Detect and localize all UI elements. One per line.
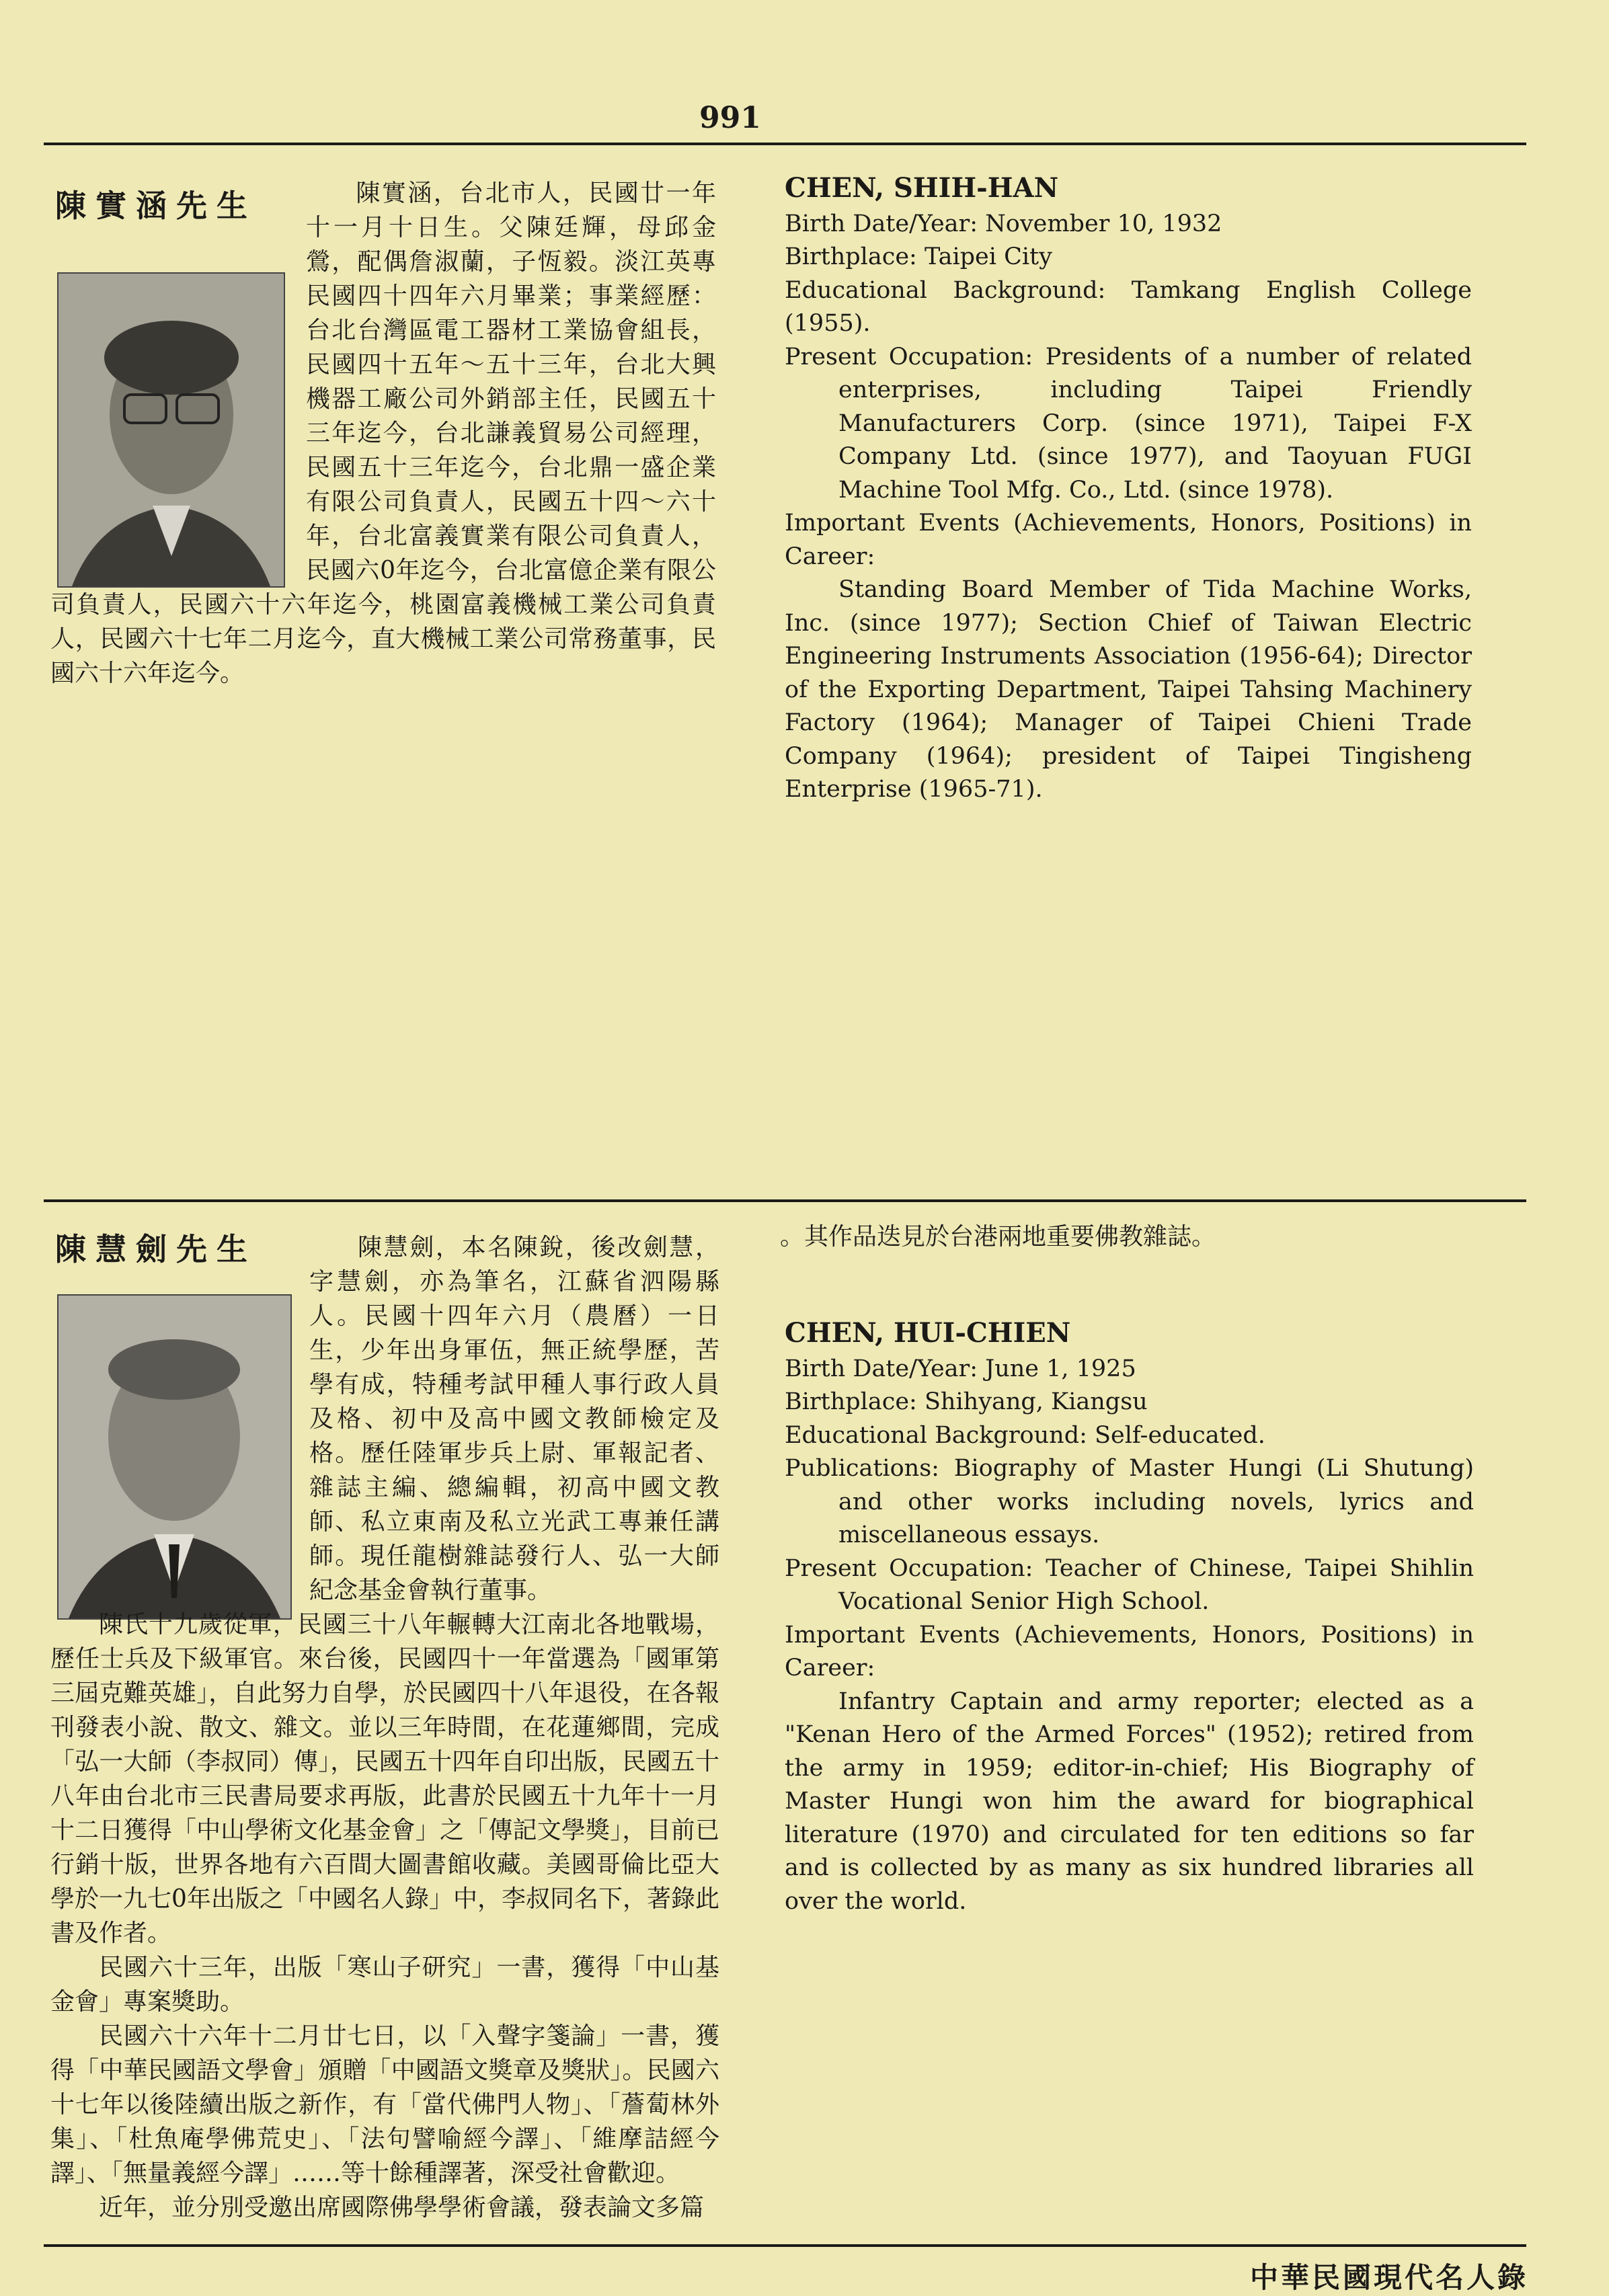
entry-2-publications: Publications: Biography of Master Hungi (Li Shutung) and other works including novels, lyrics and miscellaneous essays. (785, 1455, 1474, 1548)
entry-1-chinese-bio-paragraph: 陳實涵，台北市人，民國廿一年十一月十日生。父陳廷輝，母邱金鶯，配偶詹淑蘭，子恆毅。淡江英專民國四十四年六月畢業；事業經歷：台北台灣區電工器材工業協會組長，民國四十五年～五十三年，台北大興機器工廠公司外銷部主任，民國五十三年迄今，台北謙義貿易公司經理，民國五十三年迄今，台北鼎一盛企業有限公司負責人，民國五十四～六十年，台北富義實業有限公司負責人，民國六0年迄今，台北富億企業有限公司負責人，民國六十六年迄今，桃園富義機械工業公司負責人，民國六十七年二月迄今，直大機械工業公司常務董事，民國六十六年迄今。 (50, 180, 716, 687)
entry-2-english-block (785, 1316, 1474, 1918)
entry-1-education: Educational Background: Tamkang English College (1955). (785, 276, 1472, 337)
entry-1-chinese-bio-top (50, 176, 716, 690)
entry-2-chinese-continuation: 。其作品迭見於台港兩地重要佛教雜誌。 (780, 1223, 1216, 1251)
entry-1-chinese-name: 陳實涵先生 (55, 188, 257, 224)
entry-2-chinese-bio-paragraph-2: 陳氏十九歲從軍，民國三十八年輾轉大江南北各地戰場，歷任士兵及下級軍官。來台後，民國四十一年當選為「國軍第三屆克難英雄」，自此努力自學，於民國四十八年退役，在各報刊發表小說、散文、雜文。並以三年時間，在花蓮鄉間，完成「弘一大師（李叔同）傳」，民國五十四年自印出版，民國五十八年由台北市三民書局要求再版，此書於民國五十九年十一月十二日獲得「中山學術文化基金會」之「傳記文學獎」，目前已行銷十版，世界各地有六百間大圖書館收藏。美國哥倫比亞大學於一九七0年出版之「中國名人錄」中，李叔同名下，著錄此書及作者。 (50, 1611, 719, 1947)
entry-2-chinese-bio-paragraph-4: 民國六十六年十二月廿七日，以「入聲字箋論」一書，獲得「中華民國語文學會」頒贈「中國語文獎章及獎狀」。民國六十七年以後陸續出版之新作，有「當代佛門人物」、「薝蔔林外集」、「杜魚庵學佛荒史」、「法句譬喻經今譯」、「維摩詰經今譯」、「無量義經今譯」……等十餘種譯著，深受社會歡迎。 (50, 2022, 719, 2187)
entry-2-birthplace: Birthplace: Shihyang, Kiangsu (785, 1388, 1148, 1415)
entry-1-events-label: Important Events (Achievements, Honors, Positions) in Career: (785, 510, 1472, 570)
bottom-rule (44, 2244, 1526, 2247)
middle-rule (44, 1199, 1526, 1202)
entry-1-photo-wrap-spacer (50, 176, 306, 588)
entry-2-occupation: Present Occupation: Teacher of Chinese, Taipei Shihlin Vocational Senior High School. (785, 1554, 1474, 1615)
entry-2-chinese-bio-top (50, 1230, 719, 2225)
entry-2-chinese-bio-paragraph-1: 陳慧劍，本名陳銳，後改劍慧，字慧劍，亦為筆名，江蘇省泗陽縣人。民國十四年六月（農曆）一日生，少年出身軍伍，無正統學歷，苦學有成，特種考試甲種人事行政人員及格、初中及高中國文教師檢定及格。歷任陸軍步兵上尉、軍報記者、雜誌主編、總編輯，初高中國文教師、私立東南及私立光武工專兼任講師。現任龍樹雜誌發行人、弘一大師紀念基金會執行董事。 (309, 1234, 719, 1604)
entry-2-education: Educational Background: Self-educated. (785, 1421, 1265, 1449)
entry-2-chinese-bio-paragraph-3: 民國六十三年，出版「寒山子研究」一書，獲得「中山基金會」專案獎助。 (50, 1954, 719, 2016)
entry-1-english-name: CHEN, SHIH-HAN (785, 172, 1059, 204)
entry-2-photo-wrap-spacer (50, 1230, 309, 1577)
entry-1-occupation: Present Occupation: Presidents of a number of related enterprises, including Taipei Friendly Manufacturers Corp. (since 1971), Taipei F-X Company Ltd. (since 1977), and Taoyuan FUGI Machine Tool Mfg. Co., Ltd. (since 1978). (785, 343, 1472, 504)
page-number: 991 (699, 101, 761, 135)
entry-1-birth-date: Birth Date/Year: November 10, 1932 (785, 210, 1222, 237)
entry-2-chinese-name: 陳慧劍先生 (55, 1231, 257, 1267)
entry-2-english-name: CHEN, HUI-CHIEN (785, 1317, 1071, 1349)
entry-2-events-text: Infantry Captain and army reporter; elected as a "Kenan Hero of the Armed Forces" (1952); retired from the army in 1959; editor-in-chief; His Biography of Master Hungi won him the award for biographical literature (1970) and circulated for ten editions so far and is collected by as many as six hundred libraries all over the world. (785, 1688, 1474, 1915)
entry-2-birth-date: Birth Date/Year: June 1, 1925 (785, 1355, 1136, 1382)
entry-1-birthplace: Birthplace: Taipei City (785, 243, 1052, 270)
entry-1-english-block (785, 171, 1472, 807)
book-title-footer: 中華民國現代名人錄 (1249, 2261, 1528, 2294)
top-rule (44, 143, 1526, 145)
entry-1-events-text: Standing Board Member of Tida Machine Works, Inc. (since 1977); Section Chief of Taiwan Electric Engineering Instruments Association (1956-64); Director of the Exporting Department, Taipei Tahsing Machinery Factory (1964); Manager of Taipei Chieni Trade Company (1964); president of Taipei Tingisheng Enterprise (1965-71). (785, 576, 1472, 803)
entry-2-chinese-bio-paragraph-5: 近年，並分別受邀出席國際佛學學術會議，發表論文多篇 (99, 2194, 705, 2221)
entry-2-events-label: Important Events (Achievements, Honors, Positions) in Career: (785, 1621, 1474, 1681)
